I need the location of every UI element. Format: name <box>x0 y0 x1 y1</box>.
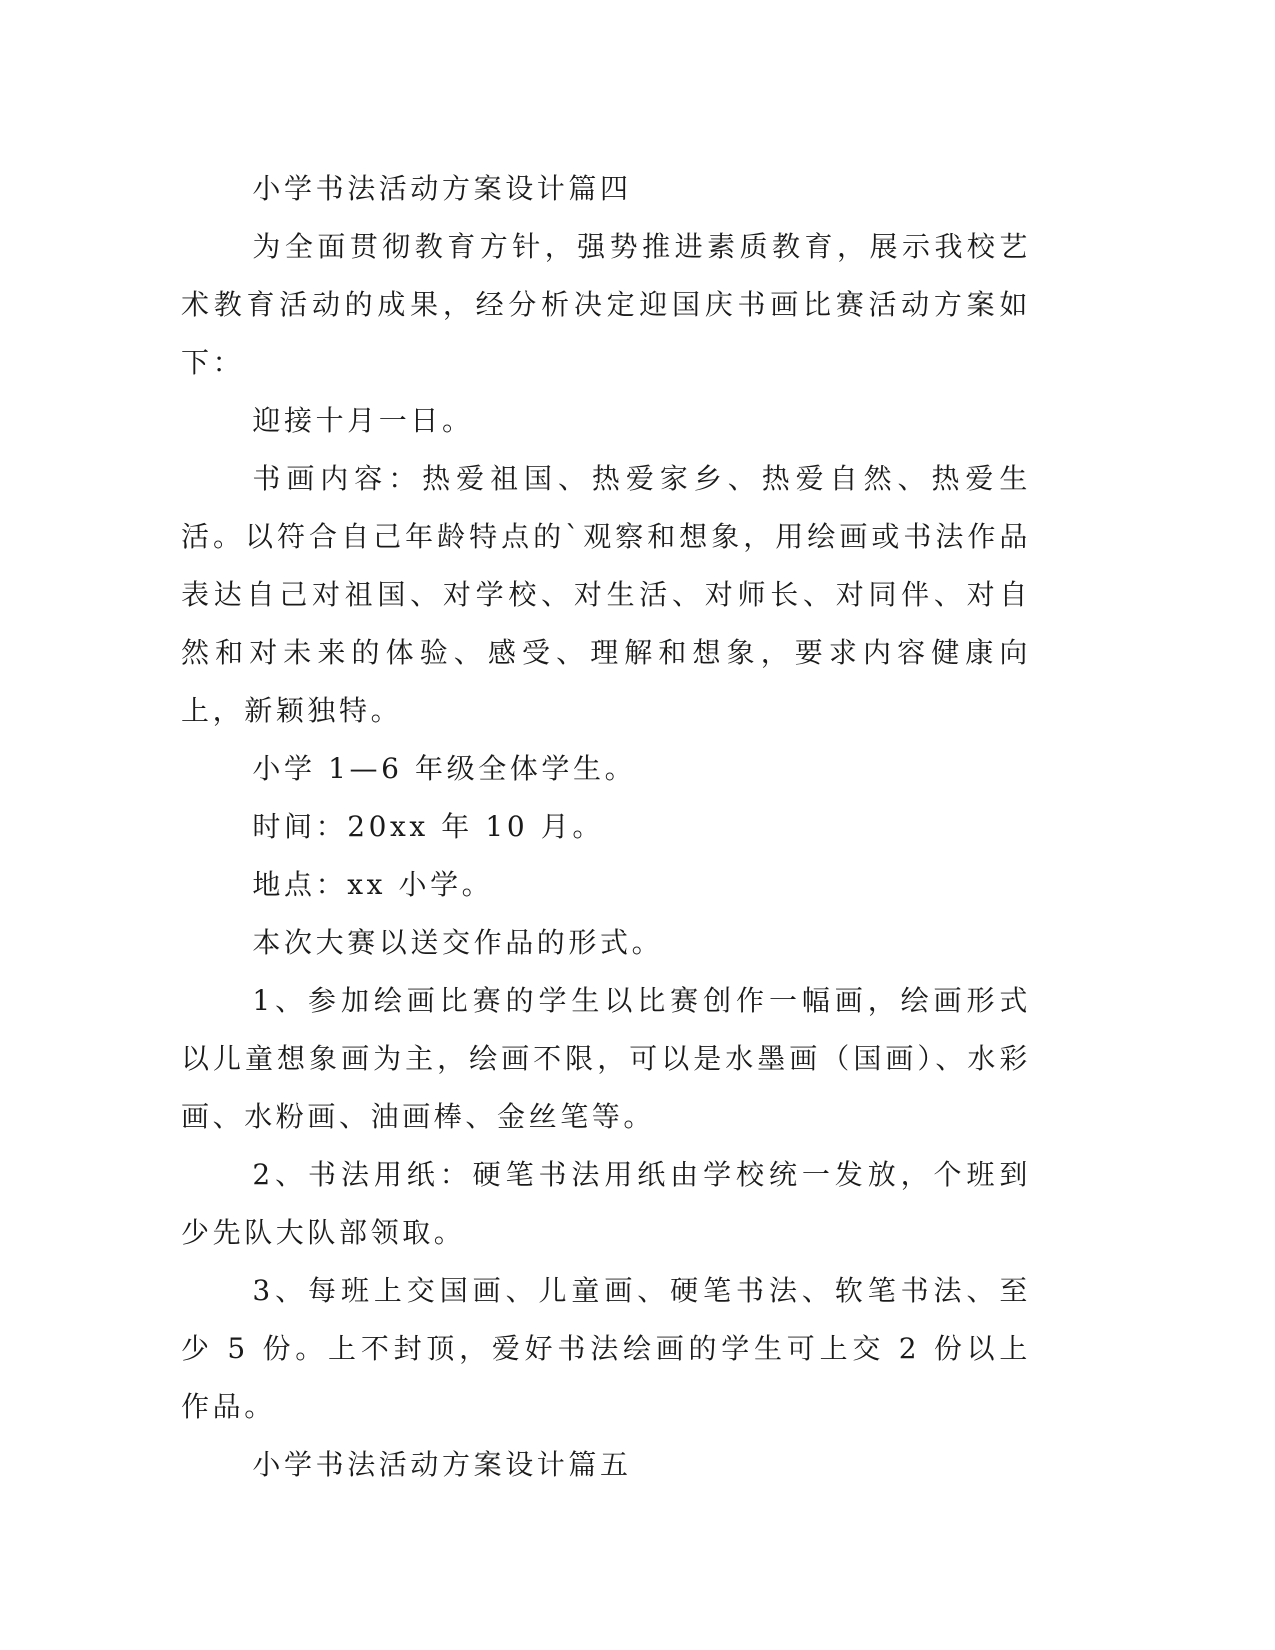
list-item: 3、每班上交国画、儿童画、硬笔书法、软笔书法、至少 5 份。上不封顶，爱好书法绘画的学生可上交 2 份以上作品。 <box>181 1274 1031 1423</box>
list-item: 2、书法用纸：硬笔书法用纸由学校统一发放，个班到少先队大队部领取。 <box>181 1158 1031 1249</box>
body-paragraph: 时间：20xx 年 10 月。 <box>252 810 604 843</box>
section-heading: 小学书法活动方案设计篇五 <box>252 1448 632 1481</box>
body-paragraph: 迎接十月一日。 <box>252 404 474 437</box>
body-paragraph: 书画内容：热爱祖国、热爱家乡、热爱自然、热爱生活。以符合自己年龄特点的`观察和想象，用绘画或书法作品表达自己对祖国、对学校、对生活、对师长、对同伴、对自然和对未来的体验、感受、理解和想象，要求内容健康向上，新颖独特。 <box>181 462 1031 727</box>
list-item: 1、参加绘画比赛的学生以比赛创作一幅画，绘画形式以儿童想象画为主，绘画不限，可以是水墨画（国画）、水彩画、水粉画、油画棒、金丝笔等。 <box>181 984 1031 1133</box>
section-heading: 小学书法活动方案设计篇四 <box>252 172 632 205</box>
body-paragraph: 地点：xx 小学。 <box>252 868 494 901</box>
document-body <box>181 160 1031 1494</box>
body-paragraph: 小学 1—6 年级全体学生。 <box>252 752 637 785</box>
body-paragraph: 本次大赛以送交作品的形式。 <box>252 926 664 959</box>
body-paragraph: 为全面贯彻教育方针，强势推进素质教育，展示我校艺术教育活动的成果，经分析决定迎国庆书画比赛活动方案如下： <box>181 230 1031 379</box>
